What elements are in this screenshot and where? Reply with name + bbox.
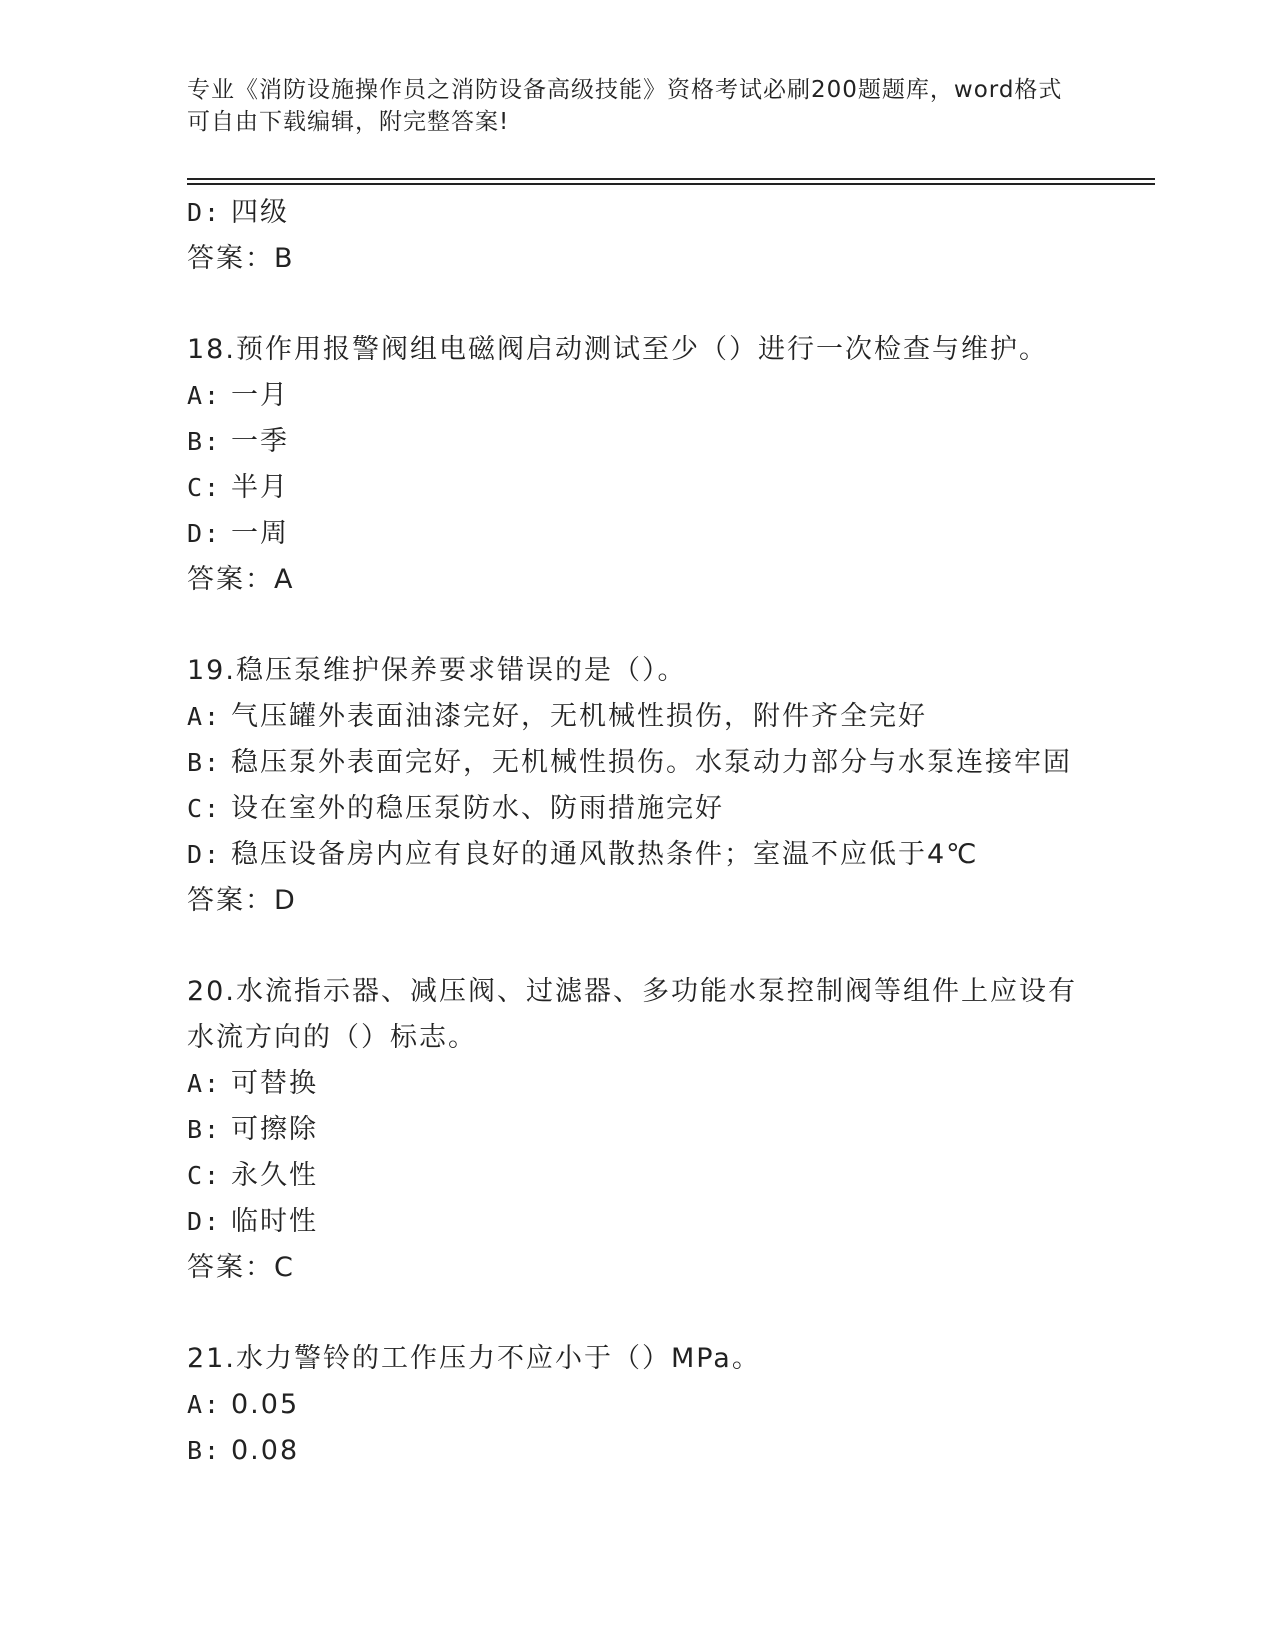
option-text: 一月 [231,380,289,411]
option-text: 永久性 [231,1160,318,1191]
answer-line: 答案：C [187,1252,295,1283]
header-rule-top [187,178,1155,180]
option-label: B: [187,1436,222,1465]
option-text: 临时性 [231,1206,318,1237]
option-label: C: [187,794,222,823]
option-d [187,511,1087,557]
option-text: 半月 [231,472,289,503]
option-text: 可替换 [231,1068,318,1099]
option-c [187,786,1087,832]
option-a [187,694,1087,740]
answer-line: 答案：B [187,243,295,274]
option-a [187,1061,1087,1107]
option-text: 稳压泵外表面完好，无机械性损伤。水泵动力部分与水泵连接牢固 [231,747,1072,778]
option-label: B: [187,427,222,456]
option-text: 设在室外的稳压泵防水、防雨措施完好 [231,793,724,824]
option-d [187,832,1087,878]
option-label: D: [187,519,222,548]
option-b [187,419,1087,465]
option-d [187,1199,1087,1245]
document-header: 专业《消防设施操作员之消防设备高级技能》资格考试必刷200题题库，word格式可自由下载编辑，附完整答案! [187,77,1063,135]
option-text: 可擦除 [231,1114,318,1145]
question-stem-continued: 水流方向的（）标志。 [187,1022,477,1053]
question-list [187,190,1087,1474]
option-label: C: [187,473,222,502]
option-b [187,1107,1087,1153]
option-text: 0.08 [231,1435,300,1466]
option-label: A: [187,1069,222,1098]
option-c [187,465,1087,511]
option-label: D: [187,198,222,227]
option-label: B: [187,1115,222,1144]
option-a [187,1382,1087,1428]
option-label: D: [187,840,222,869]
option-label: A: [187,1390,222,1419]
option-text: 0.05 [231,1389,300,1420]
option-text: 一周 [231,518,289,549]
option-b [187,740,1087,786]
header-rule-bottom [187,183,1155,185]
question-stem: 20.水流指示器、减压阀、过滤器、多功能水泵控制阀等组件上应设有 [187,976,1077,1007]
option-text: 四级 [231,197,289,228]
option-b [187,1428,1087,1474]
option-c [187,1153,1087,1199]
option-label: D: [187,1207,222,1236]
option-label: A: [187,381,222,410]
option-text: 一季 [231,426,289,457]
option-text: 气压罐外表面油漆完好，无机械性损伤，附件齐全完好 [231,701,927,732]
option-a [187,373,1087,419]
option-d [187,190,1087,236]
answer-line: 答案：D [187,885,297,916]
option-label: B: [187,748,222,777]
option-label: A: [187,702,222,731]
question-stem: 19.稳压泵维护保养要求错误的是（）。 [187,655,687,686]
answer-line: 答案：A [187,564,295,595]
option-label: C: [187,1161,222,1190]
option-text: 稳压设备房内应有良好的通风散热条件；室温不应低于4℃ [231,839,979,870]
question-stem: 21.水力警铃的工作压力不应小于（）MPa。 [187,1343,761,1374]
question-stem: 18.预作用报警阀组电磁阀启动测试至少（）进行一次检查与维护。 [187,334,1048,365]
